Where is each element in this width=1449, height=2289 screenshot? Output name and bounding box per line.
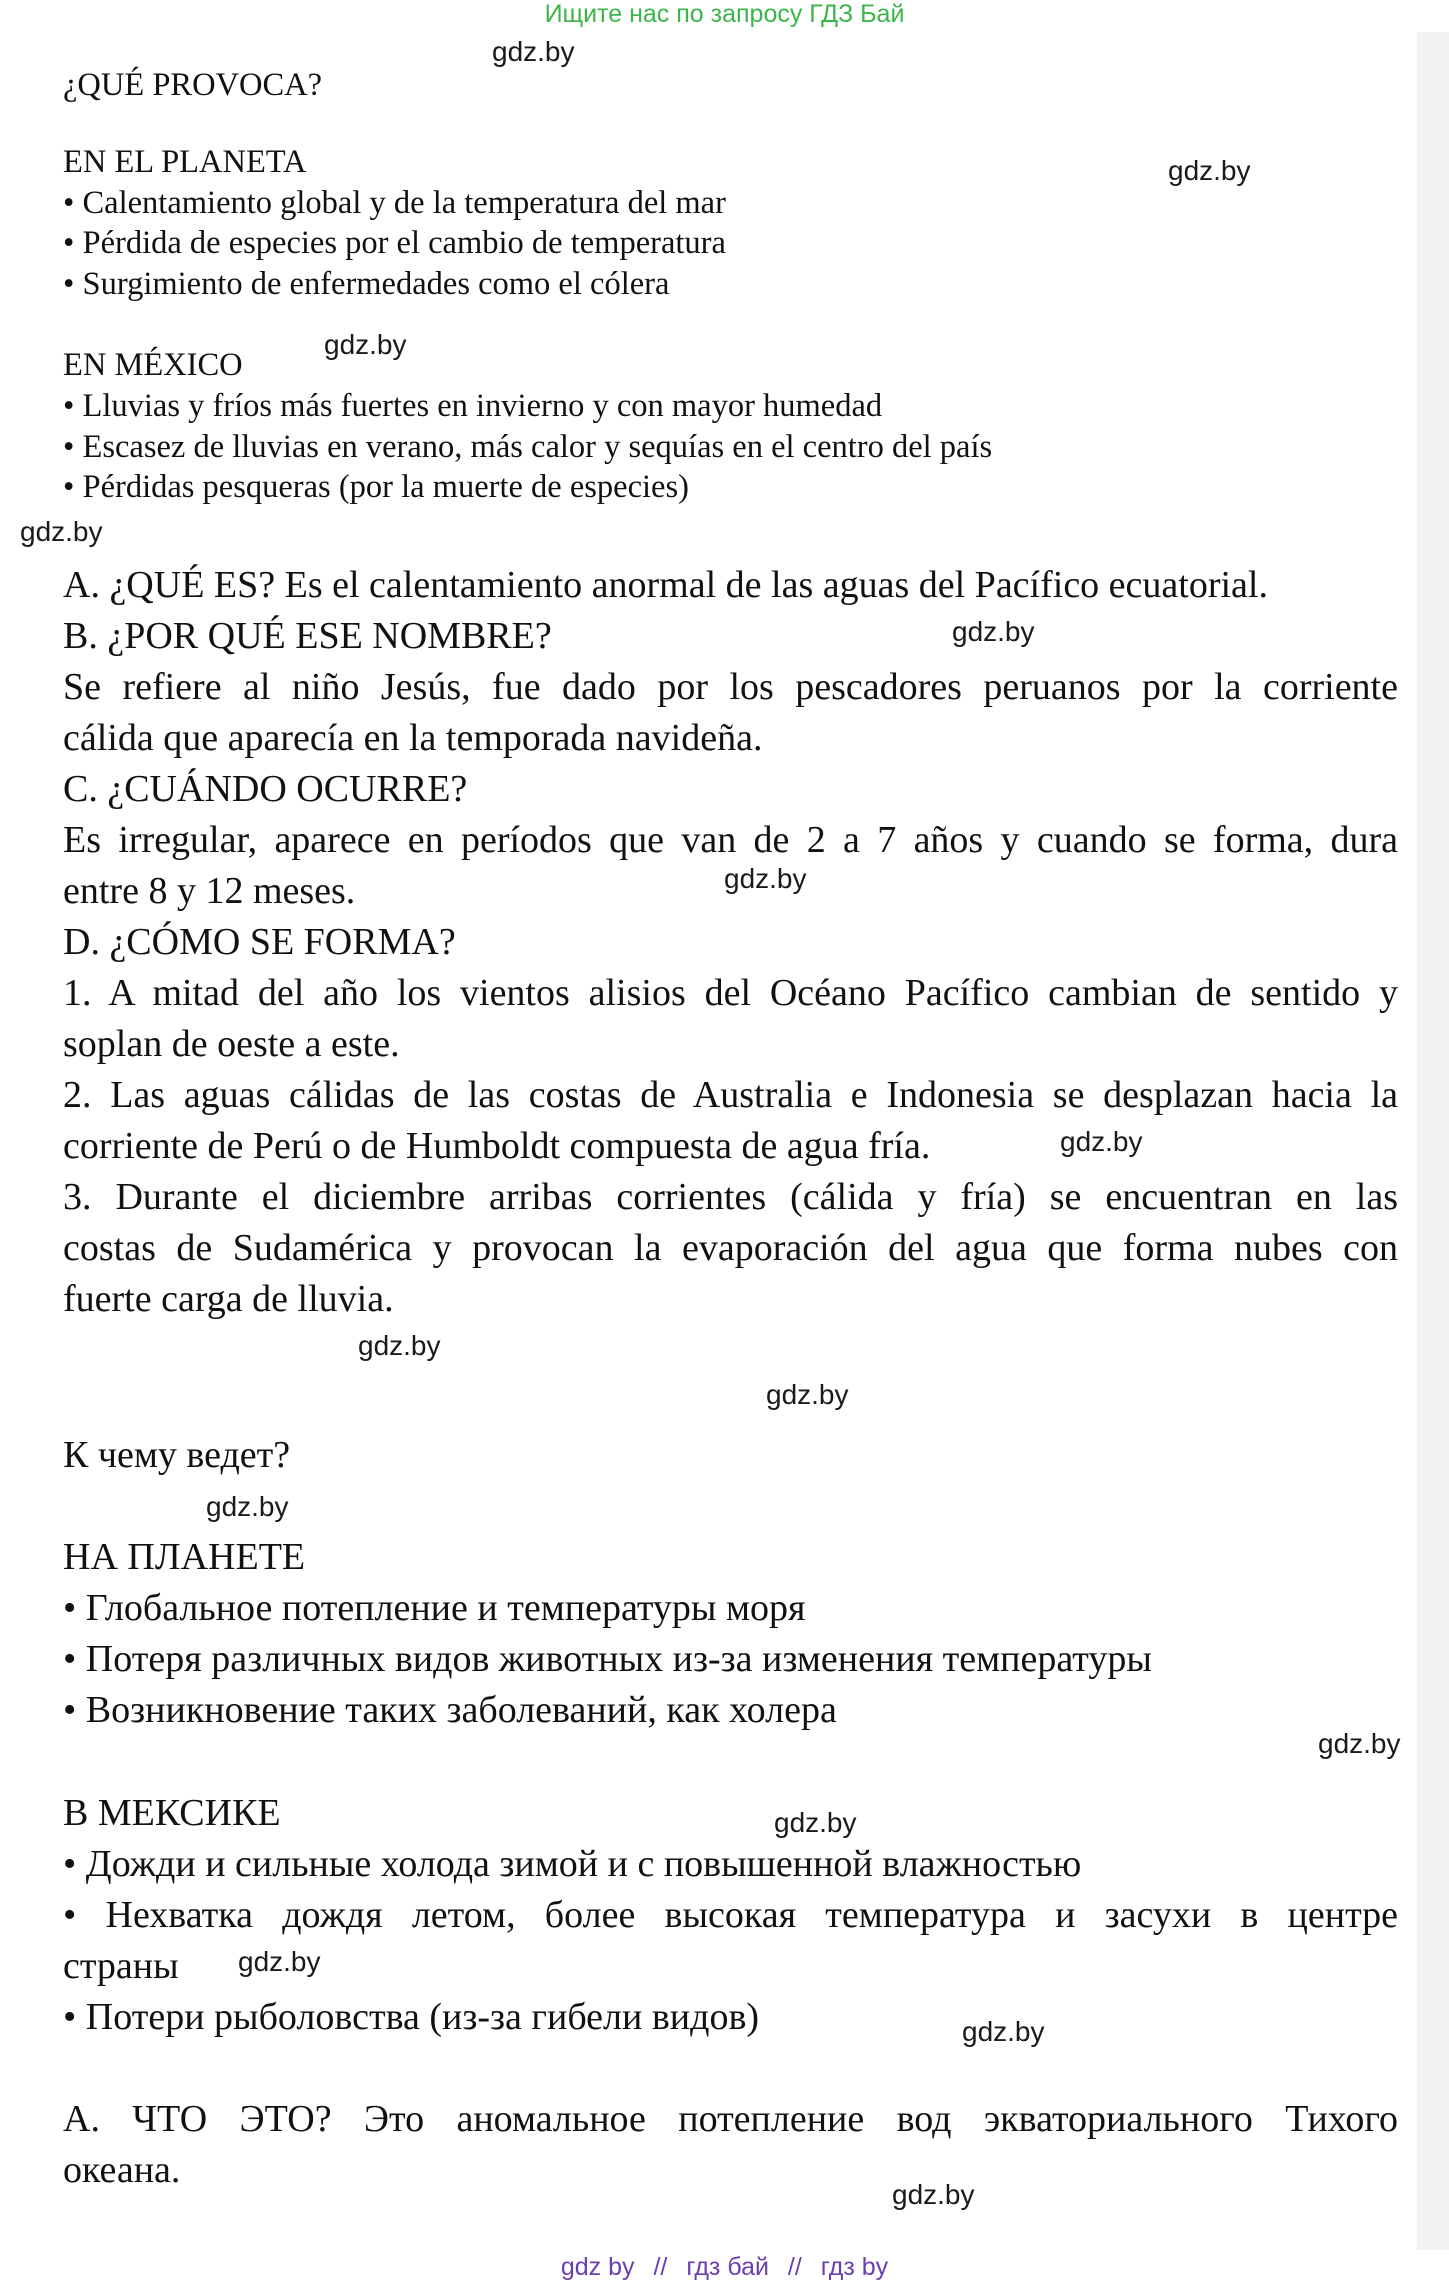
footer-separator: // xyxy=(787,2253,802,2281)
watermark: gdz.by xyxy=(1060,1126,1143,1157)
section-a-text: A. ¿QUÉ ES? Es el calentamiento anormal de las aguas del Pacífico ecuatorial. xyxy=(63,564,1268,606)
paragraph-line: costas de Sudamérica y provocan la evaporación del agua que forma nubes con xyxy=(63,1227,1398,1269)
es-planet-heading: EN EL PLANETA xyxy=(63,144,307,180)
paragraph-line: fuerte carga de lluvia. xyxy=(63,1278,394,1320)
watermark: gdz.by xyxy=(962,2016,1045,2047)
paragraph-line: Se refiere al niño Jesús, fue dado por los pescadores peruanos por la corriente xyxy=(63,666,1398,708)
watermark: gdz.by xyxy=(20,516,103,547)
list-item: • Pérdidas pesqueras (por la muerte de especies) xyxy=(63,469,689,505)
paragraph-line: cálida que aparecía en la temporada navideña. xyxy=(63,717,763,759)
search-banner[interactable]: Ищите нас по запросу ГДЗ Бай xyxy=(544,0,905,28)
footer-link-gdz-by[interactable]: gdz by xyxy=(560,2253,635,2281)
list-item: • Дожди и сильные холода зимой и с повышенной влажностью xyxy=(63,1843,1082,1885)
list-item: • Calentamiento global y de la temperatura del mar xyxy=(63,185,726,221)
list-item: • Потери рыболовства (из-за гибели видов) xyxy=(63,1996,760,2038)
watermark: gdz.by xyxy=(724,863,807,894)
paragraph-line: Es irregular, aparece en períodos que van de 2 a 7 años y cuando se forma, dura xyxy=(63,819,1398,861)
scrollbar-track[interactable] xyxy=(1417,32,1449,2250)
watermark: gdz.by xyxy=(1318,1728,1401,1759)
footer-link-gdz-by-ru[interactable]: гдз by xyxy=(820,2253,889,2281)
watermark: gdz.by xyxy=(206,1491,289,1522)
es-mexico-heading: EN MÉXICO xyxy=(63,347,243,383)
paragraph-line: А. ЧТО ЭТО? Это аномальное потепление вод экваториального Тихого xyxy=(63,2098,1398,2140)
paragraph-line: 3. Durante el diciembre arribas corrientes (cálida y fría) se encuentran en las xyxy=(63,1176,1398,1218)
section-b-heading: B. ¿POR QUÉ ESE NOMBRE? xyxy=(63,615,552,657)
watermark: gdz.by xyxy=(324,329,407,360)
paragraph-line: океана. xyxy=(63,2149,181,2191)
watermark: gdz.by xyxy=(238,1946,321,1977)
list-item: • Surgimiento de enfermedades como el cólera xyxy=(63,266,670,302)
list-item: • Потеря различных видов животных из-за изменения температуры xyxy=(63,1638,1152,1680)
watermark: gdz.by xyxy=(766,1379,849,1410)
es-question-heading: ¿QUÉ PROVOCA? xyxy=(63,67,323,103)
list-item: • Возникновение таких заболеваний, как холера xyxy=(63,1689,837,1731)
ru-planet-heading: НА ПЛАНЕТЕ xyxy=(63,1536,306,1578)
paragraph-line: 2. Las aguas cálidas de las costas de Australia e Indonesia se desplazan hacia la xyxy=(63,1074,1398,1116)
footer-links xyxy=(0,2253,1449,2282)
paragraph-line: soplan de oeste a este. xyxy=(63,1023,400,1065)
section-d-heading: D. ¿CÓMO SE FORMA? xyxy=(63,921,456,963)
watermark: gdz.by xyxy=(1168,155,1251,186)
list-item: • Pérdida de especies por el cambio de temperatura xyxy=(63,225,726,261)
watermark: gdz.by xyxy=(774,1807,857,1838)
list-item: • Нехватка дождя летом, более высокая температура и засухи в центре xyxy=(63,1894,1398,1936)
watermark: gdz.by xyxy=(358,1330,441,1361)
footer-link-gdz-bai[interactable]: гдз бай xyxy=(686,2253,769,2281)
list-item: • Escasez de lluvias en verano, más calor y sequías en el centro del país xyxy=(63,429,993,465)
footer-separator: // xyxy=(653,2253,668,2281)
paragraph-line: 1. A mitad del año los vientos alisios del Océano Pacífico cambian de sentido y xyxy=(63,972,1398,1014)
list-item-continuation: страны xyxy=(63,1945,179,1987)
list-item: • Глобальное потепление и температуры моря xyxy=(63,1587,806,1629)
section-c-heading: C. ¿CUÁNDO OCURRE? xyxy=(63,768,468,810)
paragraph-line: corriente de Perú o de Humboldt compuesta de agua fría. xyxy=(63,1125,931,1167)
watermark: gdz.by xyxy=(892,2179,975,2210)
ru-mexico-heading: В МЕКСИКЕ xyxy=(63,1792,281,1834)
ru-question-heading: К чему ведет? xyxy=(63,1434,291,1476)
paragraph-line: entre 8 y 12 meses. xyxy=(63,870,356,912)
list-item: • Lluvias y fríos más fuertes en invierno y con mayor humedad xyxy=(63,388,883,424)
watermark: gdz.by xyxy=(492,36,575,67)
watermark: gdz.by xyxy=(952,616,1035,647)
